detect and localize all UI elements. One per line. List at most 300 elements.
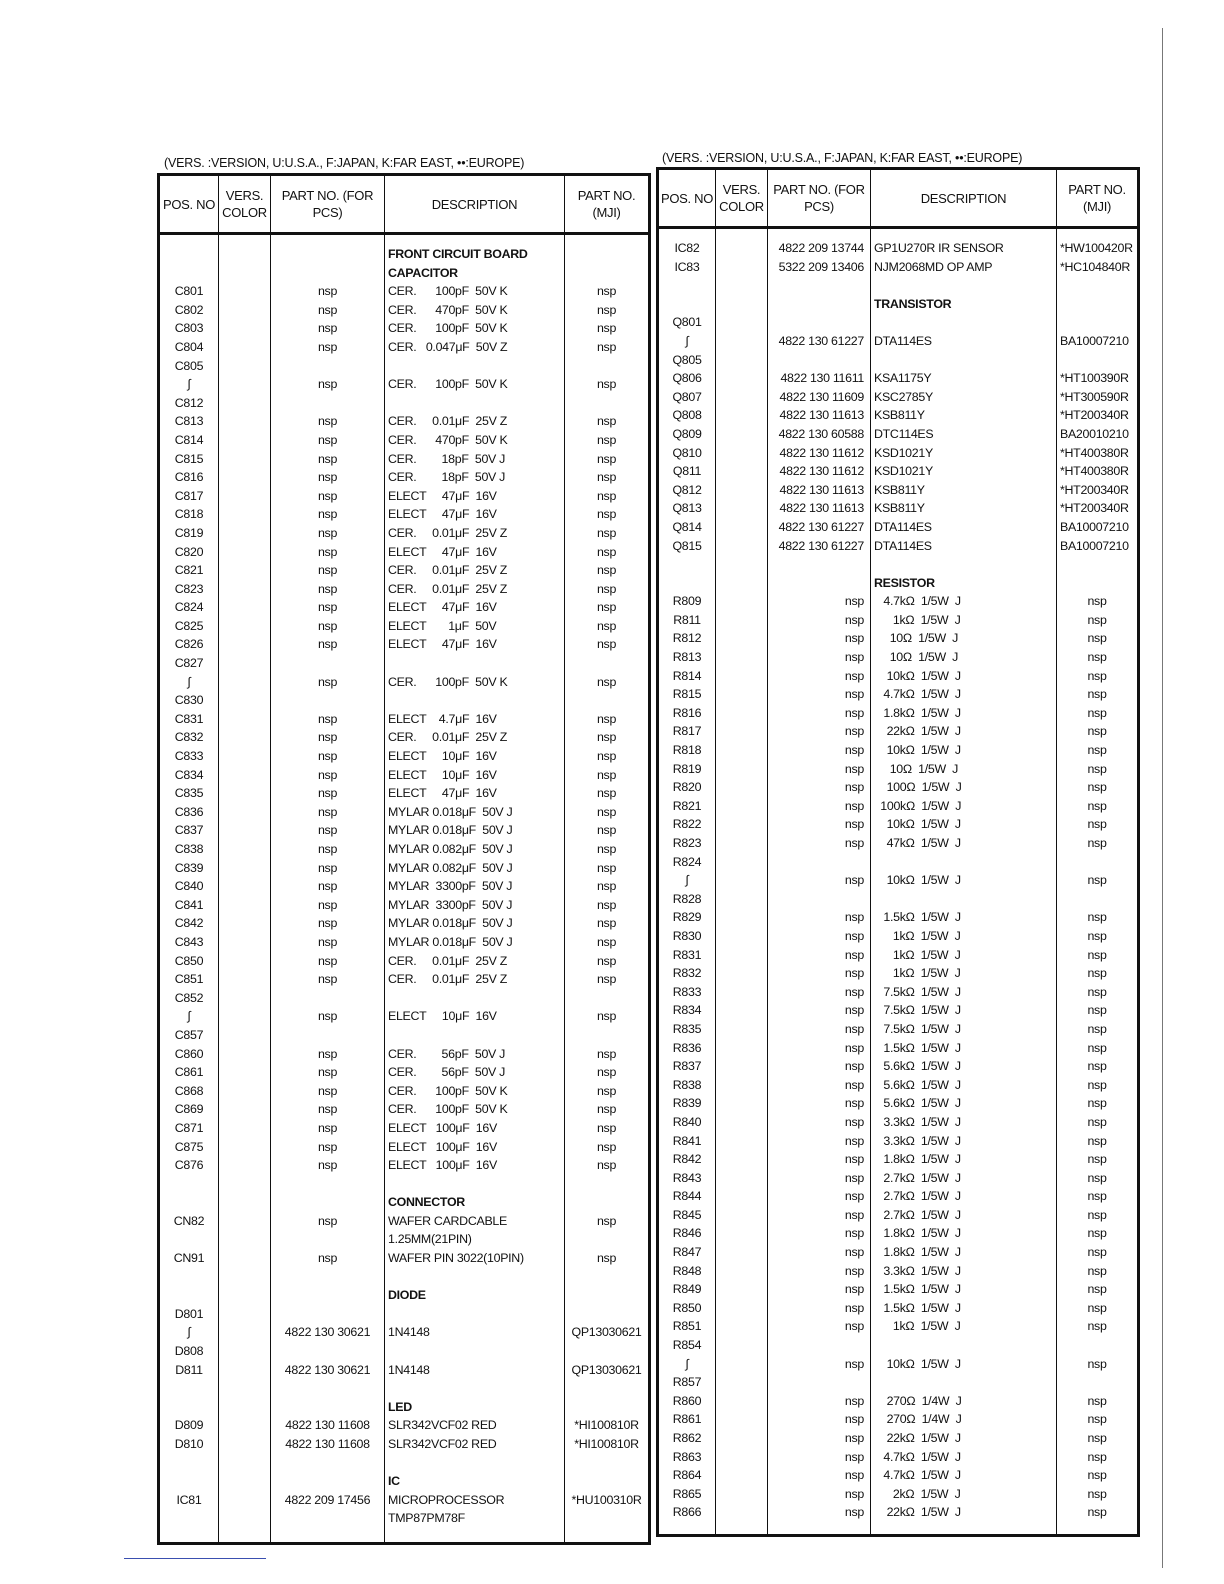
part-no-pcs-cell: nsp (271, 1156, 385, 1175)
part-no-mji-cell: nsp (565, 1119, 650, 1138)
pos-cell: IC83 (658, 258, 716, 277)
pos-cell: Q808 (658, 406, 716, 425)
part-no-mji-cell: nsp (565, 1100, 650, 1119)
vers-cell (219, 1454, 271, 1473)
part-no-pcs-cell (271, 245, 385, 264)
pos-cell: C869 (159, 1100, 219, 1119)
part-no-pcs-cell: nsp (271, 784, 385, 803)
vers-cell (716, 815, 768, 834)
pos-cell: R862 (658, 1429, 716, 1448)
description-cell: 10Ω 1/5W J (871, 648, 1057, 667)
table-row (658, 1113, 1139, 1132)
part-no-mji-cell: nsp (565, 840, 650, 859)
description-cell: 1N4148 (385, 1323, 565, 1342)
table-row (658, 1429, 1139, 1448)
col-header-pos: POS. NO (159, 175, 219, 234)
part-no-pcs-cell: nsp (271, 543, 385, 562)
table-row (658, 890, 1139, 909)
pos-cell (159, 264, 219, 283)
description-cell: DTA114ES (871, 518, 1057, 537)
pos-cell: Q810 (658, 444, 716, 463)
table-row (159, 1379, 650, 1398)
description-cell: MYLAR 0.018μF 50V J (385, 821, 565, 840)
table-row (159, 412, 650, 431)
vers-cell (219, 505, 271, 524)
table-row (658, 1020, 1139, 1039)
table-row (658, 685, 1139, 704)
description-cell: MYLAR 3300pF 50V J (385, 877, 565, 896)
table-row (159, 1509, 650, 1528)
pos-cell: C860 (159, 1045, 219, 1064)
part-no-mji-cell: nsp (1057, 648, 1139, 667)
table-row (159, 394, 650, 413)
table-row (658, 778, 1139, 797)
spacer-cell (1057, 228, 1139, 240)
vers-cell (219, 1100, 271, 1119)
part-no-pcs-cell: nsp (271, 319, 385, 338)
part-no-mji-cell: nsp (1057, 629, 1139, 648)
pos-cell: R863 (658, 1448, 716, 1467)
col-header-part-no-pcs: PART NO. (FOR PCS) (768, 169, 871, 228)
table-row (658, 946, 1139, 965)
part-no-mji-cell: nsp (565, 859, 650, 878)
vers-cell (716, 313, 768, 332)
part-no-pcs-cell: nsp (271, 914, 385, 933)
pos-cell: R831 (658, 946, 716, 965)
vers-cell (716, 555, 768, 574)
part-no-mji-cell: nsp (565, 766, 650, 785)
vers-cell (219, 338, 271, 357)
part-no-pcs-cell: nsp (768, 871, 871, 890)
table-row (658, 1150, 1139, 1169)
pos-cell: Q815 (658, 537, 716, 556)
table-row (658, 518, 1139, 537)
table-row (159, 933, 650, 952)
description-cell: ELECT 47μF 16V (385, 598, 565, 617)
pos-cell: R850 (658, 1299, 716, 1318)
part-no-pcs-cell: 4822 130 60588 (768, 425, 871, 444)
pos-cell: C823 (159, 580, 219, 599)
pos-cell (159, 1230, 219, 1249)
part-no-mji-cell: QP13030621 (565, 1323, 650, 1342)
pos-cell: C868 (159, 1082, 219, 1101)
description-cell: MYLAR 0.018μF 50V J (385, 933, 565, 952)
part-no-pcs-cell: 4822 130 11613 (768, 406, 871, 425)
vers-cell (716, 1485, 768, 1504)
pos-cell: C826 (159, 635, 219, 654)
table-row (159, 747, 650, 766)
part-no-pcs-cell (271, 1305, 385, 1324)
part-no-pcs-cell (271, 654, 385, 673)
col-header-description: DESCRIPTION (871, 169, 1057, 228)
description-cell: CER. 100pF 50V K (385, 1100, 565, 1119)
vers-cell (219, 1323, 271, 1342)
pos-cell: R857 (658, 1373, 716, 1392)
description-cell (385, 1305, 565, 1324)
part-no-pcs-cell: nsp (271, 840, 385, 859)
part-no-pcs-cell: nsp (768, 1485, 871, 1504)
part-no-pcs-cell: nsp (271, 1045, 385, 1064)
vers-cell (716, 1429, 768, 1448)
table-row (159, 673, 650, 692)
vers-cell (716, 1373, 768, 1392)
table-row (159, 896, 650, 915)
part-no-pcs-cell (271, 1398, 385, 1417)
vers-cell (716, 1355, 768, 1374)
vers-cell (716, 1206, 768, 1225)
part-no-mji-cell: *HC104840R (1057, 258, 1139, 277)
pos-cell: C830 (159, 691, 219, 710)
vers-cell (219, 468, 271, 487)
table-header (159, 175, 650, 234)
table-row (159, 617, 650, 636)
pos-cell: C841 (159, 896, 219, 915)
part-no-pcs-cell (271, 264, 385, 283)
table-row (658, 258, 1139, 277)
table-row (159, 1435, 650, 1454)
description-cell: 1.8kΩ 1/5W J (871, 1243, 1057, 1262)
vers-cell (716, 890, 768, 909)
vers-cell (219, 431, 271, 450)
part-no-pcs-cell: nsp (271, 933, 385, 952)
vers-cell (716, 1224, 768, 1243)
table-row (658, 1485, 1139, 1504)
table-row (658, 1094, 1139, 1113)
table-row (159, 635, 650, 654)
description-cell: 4.7kΩ 1/5W J (871, 1448, 1057, 1467)
description-cell: 3.3kΩ 1/5W J (871, 1262, 1057, 1281)
vers-cell (716, 797, 768, 816)
part-no-mji-cell: nsp (565, 933, 650, 952)
table-row (658, 611, 1139, 630)
part-no-pcs-cell: 4822 130 11612 (768, 462, 871, 481)
table-row (159, 970, 650, 989)
vers-cell (716, 704, 768, 723)
part-no-pcs-cell: 4822 209 13744 (768, 239, 871, 258)
part-no-mji-cell: nsp (565, 673, 650, 692)
vers-cell (219, 896, 271, 915)
part-no-pcs-cell: nsp (768, 1317, 871, 1336)
description-cell: 10kΩ 1/5W J (871, 871, 1057, 890)
part-no-mji-cell (565, 1398, 650, 1417)
part-no-pcs-cell: 4822 130 11608 (271, 1416, 385, 1435)
description-cell: 1kΩ 1/5W J (871, 611, 1057, 630)
part-no-mji-cell: nsp (1057, 1132, 1139, 1151)
description-cell (871, 890, 1057, 909)
vers-cell (716, 927, 768, 946)
pos-cell: R845 (658, 1206, 716, 1225)
table-row (159, 710, 650, 729)
description-cell: CER. 100pF 50V K (385, 1082, 565, 1101)
part-no-pcs-cell: nsp (768, 908, 871, 927)
part-no-pcs-cell: nsp (768, 927, 871, 946)
part-no-pcs-cell: 4822 130 30621 (271, 1361, 385, 1380)
description-cell: DIODE (385, 1286, 565, 1305)
pos-cell: C838 (159, 840, 219, 859)
description-cell: TRANSISTOR (871, 295, 1057, 314)
part-no-mji-cell: nsp (1057, 1243, 1139, 1262)
part-no-mji-cell: nsp (1057, 1466, 1139, 1485)
table-row (658, 406, 1139, 425)
part-no-mji-cell: nsp (565, 375, 650, 394)
pos-cell: R820 (658, 778, 716, 797)
part-no-pcs-cell: nsp (768, 964, 871, 983)
part-no-mji-cell (565, 989, 650, 1008)
part-no-pcs-cell: nsp (768, 1466, 871, 1485)
part-no-pcs-cell: nsp (768, 1262, 871, 1281)
part-no-mji-cell (565, 1305, 650, 1324)
description-cell: 1.8kΩ 1/5W J (871, 1224, 1057, 1243)
pos-cell: C815 (159, 450, 219, 469)
spacer-cell (658, 228, 716, 240)
pos-cell: C817 (159, 487, 219, 506)
part-no-mji-cell: nsp (565, 338, 650, 357)
pos-cell: C805 (159, 357, 219, 376)
pos-cell: C876 (159, 1156, 219, 1175)
part-no-pcs-cell: nsp (271, 617, 385, 636)
vers-cell (219, 1249, 271, 1268)
description-cell (385, 1268, 565, 1287)
part-no-mji-cell: BA20010210 (1057, 425, 1139, 444)
table-row (159, 1063, 650, 1082)
vers-cell (219, 357, 271, 376)
vers-cell (716, 1317, 768, 1336)
table-row (658, 1280, 1139, 1299)
part-no-pcs-cell: nsp (768, 1392, 871, 1411)
part-no-mji-cell: nsp (565, 524, 650, 543)
part-no-pcs-cell: nsp (768, 1224, 871, 1243)
pos-cell: R843 (658, 1169, 716, 1188)
vers-cell (219, 691, 271, 710)
table-row (159, 580, 650, 599)
description-cell: MYLAR 0.082μF 50V J (385, 859, 565, 878)
part-no-mji-cell: *HT100390R (1057, 369, 1139, 388)
description-cell (871, 1336, 1057, 1355)
description-cell: NJM2068MD OP AMP (871, 258, 1057, 277)
description-cell: CER. 0.01μF 25V Z (385, 970, 565, 989)
pos-cell: R860 (658, 1392, 716, 1411)
part-no-pcs-cell: nsp (271, 1100, 385, 1119)
pos-cell: C843 (159, 933, 219, 952)
table-row (658, 1336, 1139, 1355)
part-no-mji-cell: nsp (1057, 722, 1139, 741)
part-no-mji-cell: nsp (1057, 741, 1139, 760)
part-no-pcs-cell: nsp (768, 1280, 871, 1299)
table-row (159, 282, 650, 301)
description-cell: 1kΩ 1/5W J (871, 946, 1057, 965)
description-cell: SLR342VCF02 RED (385, 1416, 565, 1435)
description-cell: ELECT 1μF 50V (385, 617, 565, 636)
part-no-pcs-cell: nsp (271, 1212, 385, 1231)
table-row (159, 543, 650, 562)
vers-cell (219, 543, 271, 562)
part-no-mji-cell: *HT200340R (1057, 499, 1139, 518)
spacer-cell (159, 234, 219, 246)
table-row (159, 1119, 650, 1138)
part-no-mji-cell (565, 1230, 650, 1249)
pos-cell: ∫ (658, 1355, 716, 1374)
part-no-mji-cell (565, 1454, 650, 1473)
part-no-mji-cell: nsp (1057, 1392, 1139, 1411)
vers-cell (716, 1299, 768, 1318)
table-row (658, 648, 1139, 667)
part-no-pcs-cell: nsp (271, 1119, 385, 1138)
vers-cell (219, 1416, 271, 1435)
table-row (159, 1342, 650, 1361)
vers-cell (716, 276, 768, 295)
part-no-pcs-cell (768, 1336, 871, 1355)
description-cell: ELECT 100μF 16V (385, 1156, 565, 1175)
vers-cell (219, 524, 271, 543)
parts-table-right (656, 167, 1140, 1537)
pos-cell: Q807 (658, 388, 716, 407)
description-cell: SLR342VCF02 RED (385, 1435, 565, 1454)
description-cell: 3.3kΩ 1/5W J (871, 1132, 1057, 1151)
description-cell: WAFER PIN 3022(10PIN) (385, 1249, 565, 1268)
table-row (658, 667, 1139, 686)
vers-cell (716, 444, 768, 463)
vers-cell (716, 1001, 768, 1020)
description-cell: KSB811Y (871, 499, 1057, 518)
part-no-mji-cell: nsp (1057, 760, 1139, 779)
part-no-mji-cell: BA10007210 (1057, 518, 1139, 537)
table-header (658, 169, 1139, 228)
filler-cell (1057, 1522, 1139, 1536)
spacer-cell (871, 228, 1057, 240)
pos-cell: C818 (159, 505, 219, 524)
part-no-pcs-cell (271, 394, 385, 413)
description-cell (385, 1175, 565, 1194)
pos-cell: C835 (159, 784, 219, 803)
part-no-pcs-cell (271, 989, 385, 1008)
part-no-pcs-cell: nsp (768, 946, 871, 965)
pos-cell: C825 (159, 617, 219, 636)
vers-cell (716, 295, 768, 314)
vers-cell (716, 1466, 768, 1485)
vers-cell (219, 1305, 271, 1324)
pos-cell: R818 (658, 741, 716, 760)
table-row (658, 295, 1139, 314)
description-cell: CER. 100pF 50V K (385, 319, 565, 338)
part-no-pcs-cell (271, 1193, 385, 1212)
table-row (159, 1007, 650, 1026)
part-no-pcs-cell: nsp (271, 896, 385, 915)
description-cell (871, 1373, 1057, 1392)
table-row (658, 1187, 1139, 1206)
pos-cell: R840 (658, 1113, 716, 1132)
description-cell (385, 989, 565, 1008)
table-row (658, 388, 1139, 407)
table-row (159, 989, 650, 1008)
vers-cell (219, 952, 271, 971)
vers-cell (716, 425, 768, 444)
pos-cell: C801 (159, 282, 219, 301)
vers-cell (219, 1156, 271, 1175)
vers-cell (219, 1268, 271, 1287)
pos-cell: CN82 (159, 1212, 219, 1231)
part-no-pcs-cell: nsp (271, 450, 385, 469)
part-no-pcs-cell: nsp (271, 412, 385, 431)
part-no-pcs-cell: nsp (271, 952, 385, 971)
table-row (159, 877, 650, 896)
part-no-mji-cell: nsp (565, 561, 650, 580)
table-row (658, 555, 1139, 574)
part-no-pcs-cell: nsp (768, 983, 871, 1002)
part-no-mji-cell: nsp (565, 784, 650, 803)
vers-cell (219, 561, 271, 580)
pos-cell: R839 (658, 1094, 716, 1113)
pos-cell (159, 1268, 219, 1287)
part-no-pcs-cell: 4822 130 11608 (271, 1435, 385, 1454)
description-cell: CER. 100pF 50V K (385, 375, 565, 394)
table-row (658, 369, 1139, 388)
vers-cell (716, 685, 768, 704)
vers-cell (716, 369, 768, 388)
table-row (159, 1175, 650, 1194)
table-row (658, 1503, 1139, 1522)
table-row (159, 691, 650, 710)
pos-cell: C861 (159, 1063, 219, 1082)
vers-cell (219, 933, 271, 952)
pos-cell: R849 (658, 1280, 716, 1299)
pos-cell (159, 1454, 219, 1473)
filler-cell (271, 1528, 385, 1544)
part-no-mji-cell: nsp (565, 301, 650, 320)
part-no-pcs-cell: nsp (768, 1503, 871, 1522)
pos-cell: C836 (159, 803, 219, 822)
pos-cell: R847 (658, 1243, 716, 1262)
vers-cell (716, 871, 768, 890)
part-no-pcs-cell: nsp (271, 635, 385, 654)
part-no-pcs-cell: nsp (271, 561, 385, 580)
vers-cell (716, 1448, 768, 1467)
description-cell: 1.5kΩ 1/5W J (871, 1039, 1057, 1058)
part-no-mji-cell: *HT400380R (1057, 444, 1139, 463)
part-no-mji-cell: nsp (1057, 1094, 1139, 1113)
part-no-pcs-cell: nsp (271, 1063, 385, 1082)
vers-cell (716, 1169, 768, 1188)
filler-cell (768, 1522, 871, 1536)
vers-cell (219, 710, 271, 729)
description-cell: CER. 100pF 50V K (385, 673, 565, 692)
part-no-mji-cell (565, 1472, 650, 1491)
part-no-pcs-cell: nsp (768, 667, 871, 686)
description-cell (871, 853, 1057, 872)
description-cell: 270Ω 1/4W J (871, 1392, 1057, 1411)
pos-cell (159, 1193, 219, 1212)
part-no-pcs-cell: nsp (271, 859, 385, 878)
vers-cell (716, 351, 768, 370)
part-no-mji-cell: nsp (565, 803, 650, 822)
part-no-pcs-cell: nsp (768, 704, 871, 723)
vers-cell (219, 375, 271, 394)
part-no-mji-cell (1057, 574, 1139, 593)
part-no-pcs-cell (271, 1268, 385, 1287)
pos-cell: R865 (658, 1485, 716, 1504)
part-no-pcs-cell (768, 313, 871, 332)
description-cell: KSD1021Y (871, 444, 1057, 463)
part-no-pcs-cell (768, 853, 871, 872)
part-no-pcs-cell: nsp (768, 1020, 871, 1039)
vers-cell (716, 332, 768, 351)
table-row (658, 1076, 1139, 1095)
table-row (658, 1224, 1139, 1243)
pos-cell: C837 (159, 821, 219, 840)
table-row (159, 375, 650, 394)
table-row (159, 245, 650, 264)
part-no-mji-cell (565, 1268, 650, 1287)
vers-cell (219, 1175, 271, 1194)
